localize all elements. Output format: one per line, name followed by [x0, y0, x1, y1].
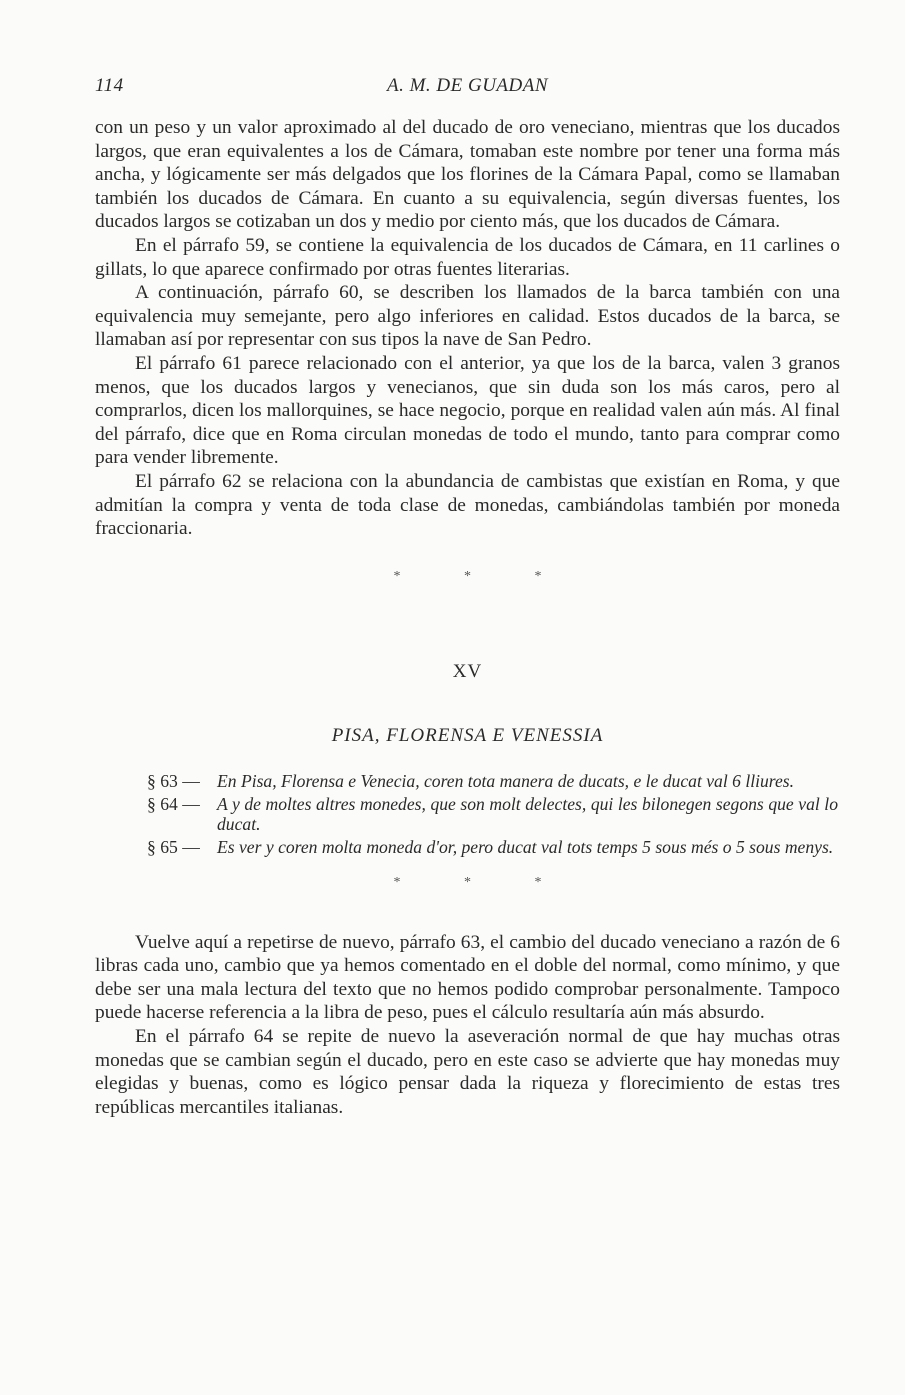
section-title: PISA, FLORENSA E VENESSIA: [331, 724, 604, 746]
quoted-entry: [95, 771, 840, 791]
body-text-bottom: [95, 931, 840, 1120]
page-number: 114: [95, 75, 124, 96]
entry-text: A y de moltes altres monedes, que son molt delectes, qui les bilonegen segons que val lo ducat.: [217, 793, 838, 834]
paragraph: El párrafo 62 se relaciona con la abundancia de cambistas que existían en Roma, y que admitían la compra y venta de toda clase de monedas, cambiándolas también por moneda fraccionaria.: [95, 470, 840, 540]
running-title: A. M. DE GUADAN: [386, 75, 549, 96]
entry-text: Es ver y coren molta moneda d'or, pero ducat val tots temps 5 sous més o 5 sous menys.: [217, 836, 834, 857]
chapter-number: XV: [452, 660, 483, 682]
quoted-entries: [95, 771, 840, 857]
paragraph: Vuelve aquí a repetirse de nuevo, párrafo 63, el cambio del ducado veneciano a razón de 6 libras cada uno, cambio que ya hemos comentado en el doble del normal, como mínimo, y que debe ser una mala lectura del texto que no hemos podido comprobar personalmente. Tampoco puede hacerse referencia a la libra de peso, pues el cálculo resultaría aún más absurdo.: [95, 931, 840, 1024]
entry-text: En Pisa, Florensa e Venecia, coren tota manera de ducats, e le ducat val 6 lliures.: [217, 770, 795, 791]
book-page: [95, 70, 840, 1119]
body-text-top: [95, 116, 840, 541]
paragraph: El párrafo 61 parece relacionado con el anterior, ya que los de la barca, valen 3 granos menos, que los ducados largos y venecianos, que sin duda son los más caros, pero al comprarlos, dicen los mallorquines, se hace negocio, porque en realidad valen aún más. Al final del párrafo, dice que en Roma circulan monedas de todo el mundo, tanto para comprar como para vender libremente.: [95, 352, 840, 469]
entry-section-number: § 63 —: [147, 770, 200, 791]
paragraph: En el párrafo 64 se repite de nuevo la aseveración normal de que hay muchas otras monedas que se cambian según el ducado, pero en este caso se advierte que hay monedas muy elegidas y buenas, como es lógico pensar dada la riqueza y florecimiento de estas tres repúblicas mercantiles italianas.: [95, 1026, 840, 1118]
paragraph: con un peso y un valor aproximado al del ducado de oro veneciano, mientras que los ducados largos, que eran equivalentes a los de Cámara, tomaban este nombre por tener una forma más ancha, y lógicamente ser más delgados que los florines de la Cámara Papal, como se llamaban también los ducados de Cámara. En cuanto a su equivalencia, según diversas fuentes, los ducados largos se cotizaban un dos y medio por ciento más, que los ducados de Cámara.: [95, 117, 840, 233]
quoted-entry: [95, 794, 840, 834]
page-header: [95, 70, 840, 110]
section-separator: * * *: [393, 568, 572, 584]
paragraph: En el párrafo 59, se contiene la equivalencia de los ducados de Cámara, en 11 carlines o gillats, lo que aparece confirmado por otras fuentes literarias.: [95, 234, 840, 280]
entry-section-number: § 65 —: [147, 836, 200, 857]
paragraph: A continuación, párrafo 60, se describen los llamados de la barca también con una equivalencia muy semejante, pero algo inferiores en calidad. Estos ducados de la barca, se llamaban así por representar con sus tipos la nave de San Pedro.: [95, 282, 840, 351]
entry-section-number: § 64 —: [147, 793, 200, 814]
quoted-entry: [95, 837, 840, 857]
section-separator: * * *: [393, 874, 572, 890]
